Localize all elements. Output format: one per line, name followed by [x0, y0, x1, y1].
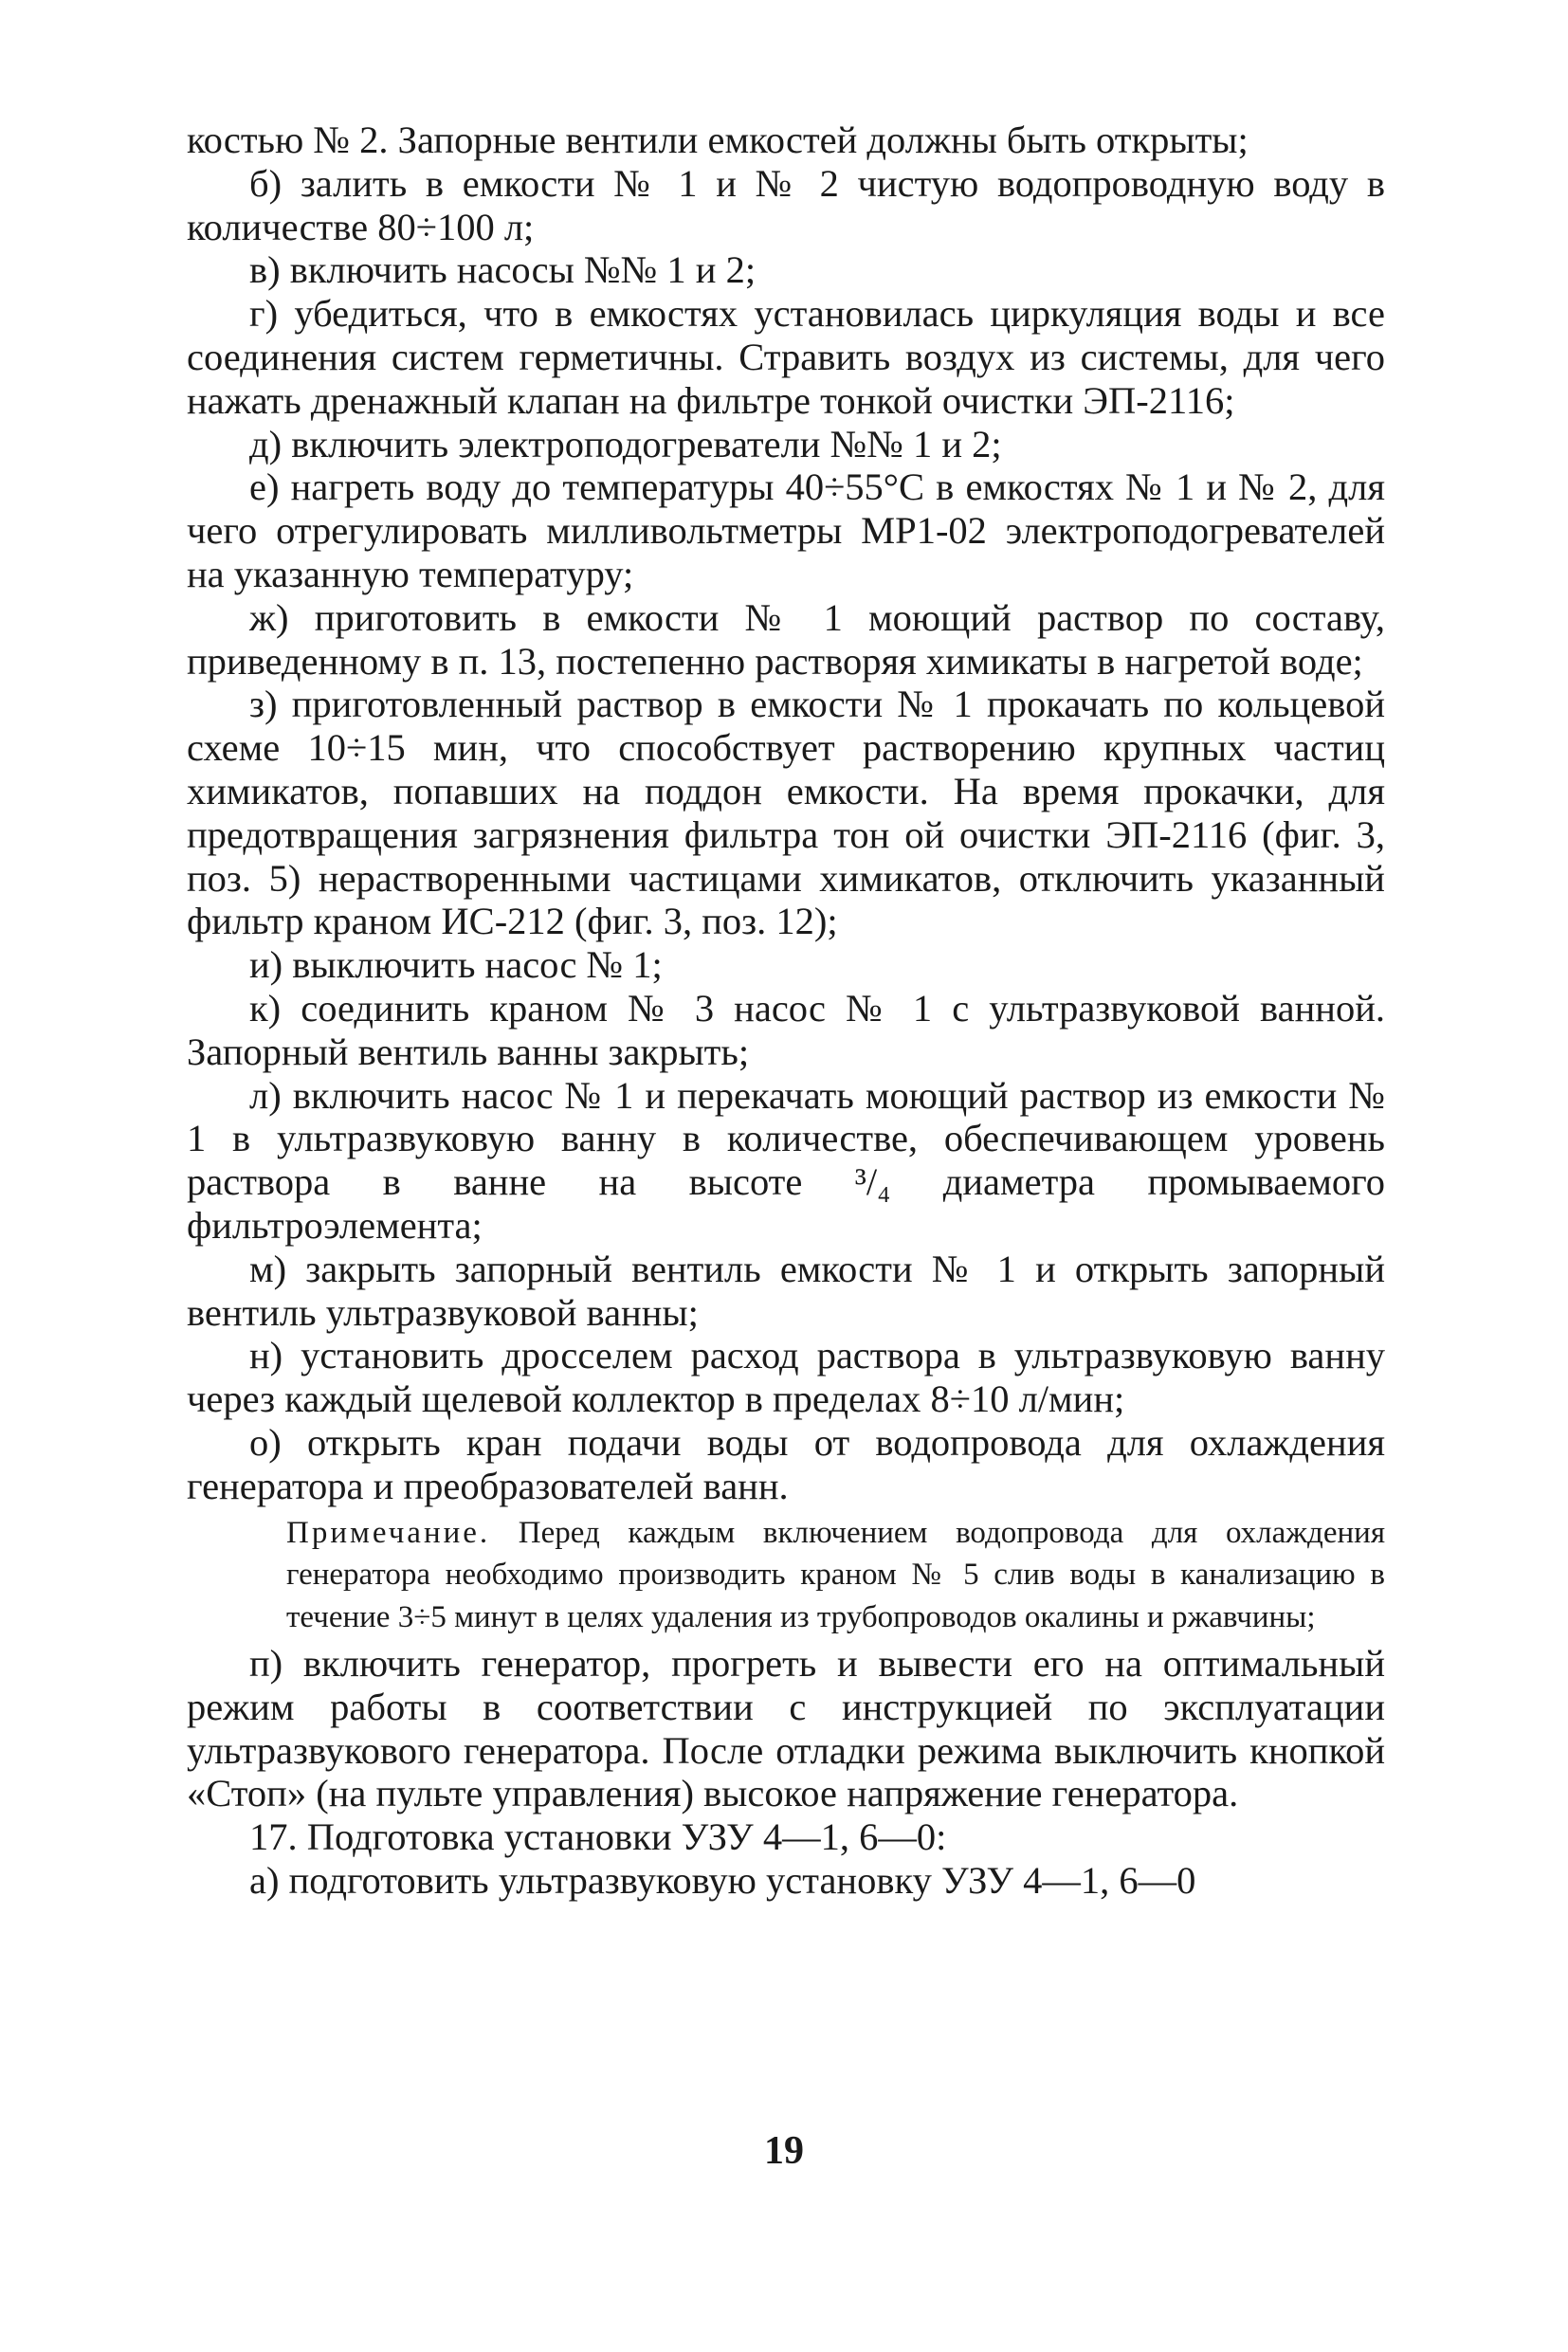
paragraph-i: и) выключить насос № 1; [249, 943, 663, 987]
body-text [187, 119, 1385, 1903]
paragraph-g: г) убедиться, что в емкостях установилась циркуляция воды и все соединения систем герметичны. Стравить воздух из системы, для чего нажать дренажный клапан на фильтре тонкой очистки ЭП-2116; [187, 292, 1385, 422]
note [286, 1512, 1385, 1639]
paragraph-v: в) включить насосы №№ 1 и 2; [249, 248, 757, 292]
paragraph-d: д) включить электроподогреватели №№ 1 и 2; [249, 422, 1002, 465]
paragraph-o: о) открыть кран подачи воды от водопровода для охлаждения генератора и преобразователей ванн. [187, 1420, 1385, 1507]
paragraph-k: к) соединить краном № 3 насос № 1 с ультразвуковой ванной. Запорный вентиль ванны закрыть; [187, 986, 1385, 1073]
section-heading-17: 17. Подготовка установки УЗУ 4—1, 6—0: [249, 1815, 947, 1859]
note-text: Перед каждым включением водопровода для охлаждения генератора необходимо производить краном № 5 слив воды в канализацию в течение 3÷5 минут в целях удаления из трубопроводов окалины и ржавчины; [286, 1515, 1385, 1634]
paragraph-continuation: костью № 2. Запорные вентили емкостей должны быть открыты; [187, 119, 1249, 161]
paragraph-p: п) включить генератор, прогреть и вывести его на оптимальный режим работы в соответствии с инструкцией по эксплуатации ультразвукового генератора. После отладки режима выключить кнопкой «Стоп» (на пульте управления) высокое напряжение генератора. [187, 1642, 1385, 1815]
paragraph-e: е) нагреть воду до температуры 40÷55°C в емкостях № 1 и № 2, для чего отрегулировать милливольтметры МР1-02 электроподогревателей на указанную температуру; [187, 465, 1385, 595]
paragraph-b: б) залить в емкости № 1 и № 2 чистую водопроводную воду в количестве 80÷100 л; [187, 161, 1385, 248]
paragraph-l: л) включить насос № 1 и перекачать моющий раствор из емкости № 1 в ультразвуковую ванну в количестве, обеспечивающем уровень раствора в ванне на высоте ³/₄ диаметра промываемого фильтроэлемента; [187, 1073, 1385, 1247]
page-number: 19 [764, 2129, 804, 2173]
note-label: Примечание. [286, 1515, 491, 1550]
paragraph-n: н) установить дросселем расход раствора в ультразвуковую ванну через каждый щелевой коллектор в пределах 8÷10 л/мин; [187, 1334, 1385, 1421]
paragraph-a: а) подготовить ультразвуковую установку УЗУ 4—1, 6—0 [249, 1858, 1196, 1902]
paragraph-z: з) приготовленный раствор в емкости № 1 прокачать по кольцевой схеме 10÷15 мин, что способствует растворению крупных частиц химикатов, попавших на поддон емкости. На время прокачки, для предотвращения загрязнения фильтра тон ой очистки ЭП-2116 (фиг. 3, поз. 5) нерастворенными частицами химикатов, отключить указанный фильтр краном ИС-212 (фиг. 3, поз. 12); [187, 683, 1385, 943]
paragraph-m: м) закрыть запорный вентиль емкости № 1 и открыть запорный вентиль ультразвуковой ванны; [187, 1247, 1385, 1334]
paragraph-zh: ж) приготовить в емкости № 1 моющий раствор по составу, приведенному в п. 13, постепенно растворяя химикаты в нагретой воде; [187, 595, 1385, 683]
